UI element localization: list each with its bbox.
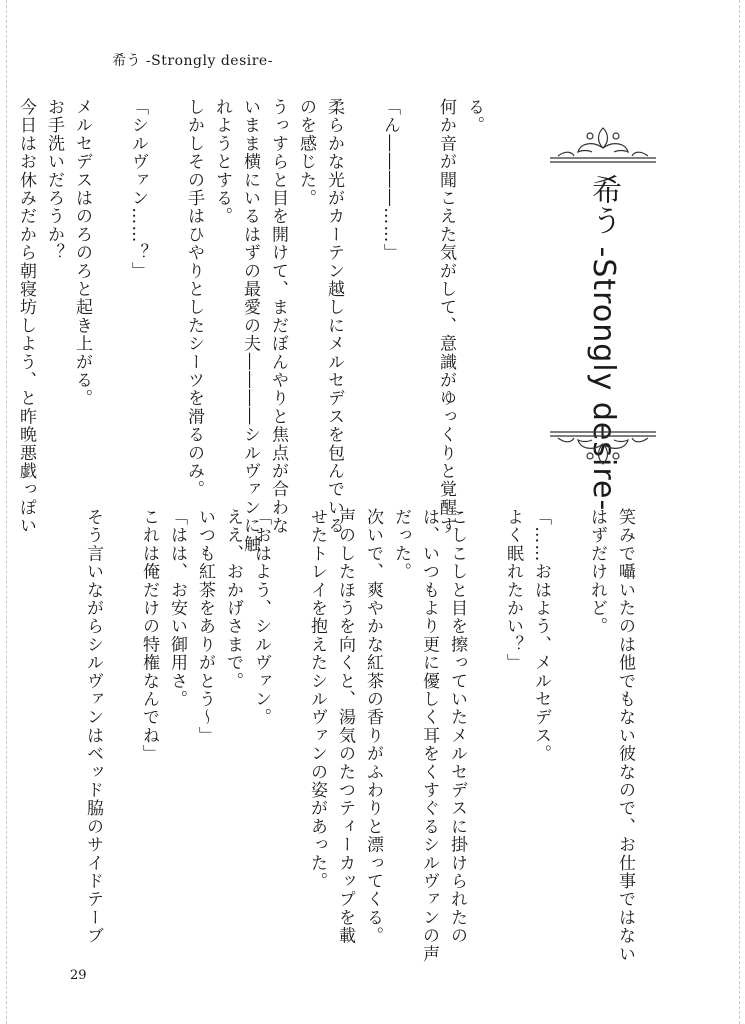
text-column: れようとする。: [212, 98, 232, 226]
chapter-title: 希う -Strongly desire-: [586, 174, 621, 512]
text-column: 次いで、爽やかな紅茶の香りがふわりと漂ってくる。: [363, 508, 383, 945]
text-column: 何か音が聞こえた気がして、意識がゆっくりと覚醒す: [436, 98, 456, 535]
text-column: 声のしたほうを向くと、湯気のたつティーカップを載: [335, 508, 355, 945]
chapter-title-block: [548, 122, 658, 512]
text-column: は、いつもより更に優しく耳をくすぐるシルヴァンの声: [419, 508, 439, 963]
running-header: 希う -Strongly desire-: [112, 53, 273, 69]
text-column: 「シルヴァン……？」: [128, 98, 148, 280]
text-column: いまま横にいるはずの最愛の夫――――シルヴァンに触: [240, 98, 260, 553]
text-column: ええ、おかげさまで。: [223, 508, 243, 690]
text-column: お手洗いだろうか？: [44, 98, 64, 262]
page-cut-edge-right: [739, 0, 740, 1024]
text-column: のを感じた。: [296, 98, 316, 208]
text-column: 「おはよう、シルヴァン。: [251, 508, 271, 727]
text-column: よく眠れたかい？」: [503, 508, 523, 672]
text-column: だった。: [391, 508, 411, 581]
ornament-top-icon: [548, 122, 658, 166]
text-column: うっすらと目を開けて、まだぼんやりと焦点が合わな: [268, 98, 288, 535]
page-cut-edge-left: [6, 0, 7, 1024]
page-number: 29: [70, 968, 87, 983]
text-column: 「ん――――……」: [380, 98, 400, 262]
text-column: これは俺だけの特権なんでね」: [139, 508, 159, 763]
text-column: しかしその手はひやりとしたシーツを滑るのみ。: [184, 98, 204, 499]
text-column: 「……おはよう、メルセデス。: [531, 508, 551, 763]
text-column: いつも紅茶をありがとう～」: [195, 508, 215, 745]
text-column: る。: [464, 98, 484, 135]
text-column: メルセデスはのろのろと起き上がる。: [72, 98, 92, 408]
text-column: 柔らかな光がカーテン越しにメルセデスを包んでいる: [324, 98, 344, 535]
text-column: はずだけれど。: [587, 508, 607, 636]
text-column: 今日はお休みだから朝寝坊しよう、と昨晩悪戯っぽい: [16, 98, 36, 535]
text-column: せたトレイを抱えたシルヴァンの姿があった。: [307, 508, 327, 891]
text-column: こしこしと目を擦っていたメルセデスに掛けられたの: [447, 508, 467, 945]
text-column: 笑みで囁いたのは他でもない彼なので、お仕事ではない: [615, 508, 635, 963]
text-column: 「はは、お安い御用さ。: [167, 508, 187, 709]
text-column: そう言いながらシルヴァンはベッド脇のサイドテーブ: [83, 508, 103, 945]
ornament-bottom-icon: [548, 428, 658, 472]
